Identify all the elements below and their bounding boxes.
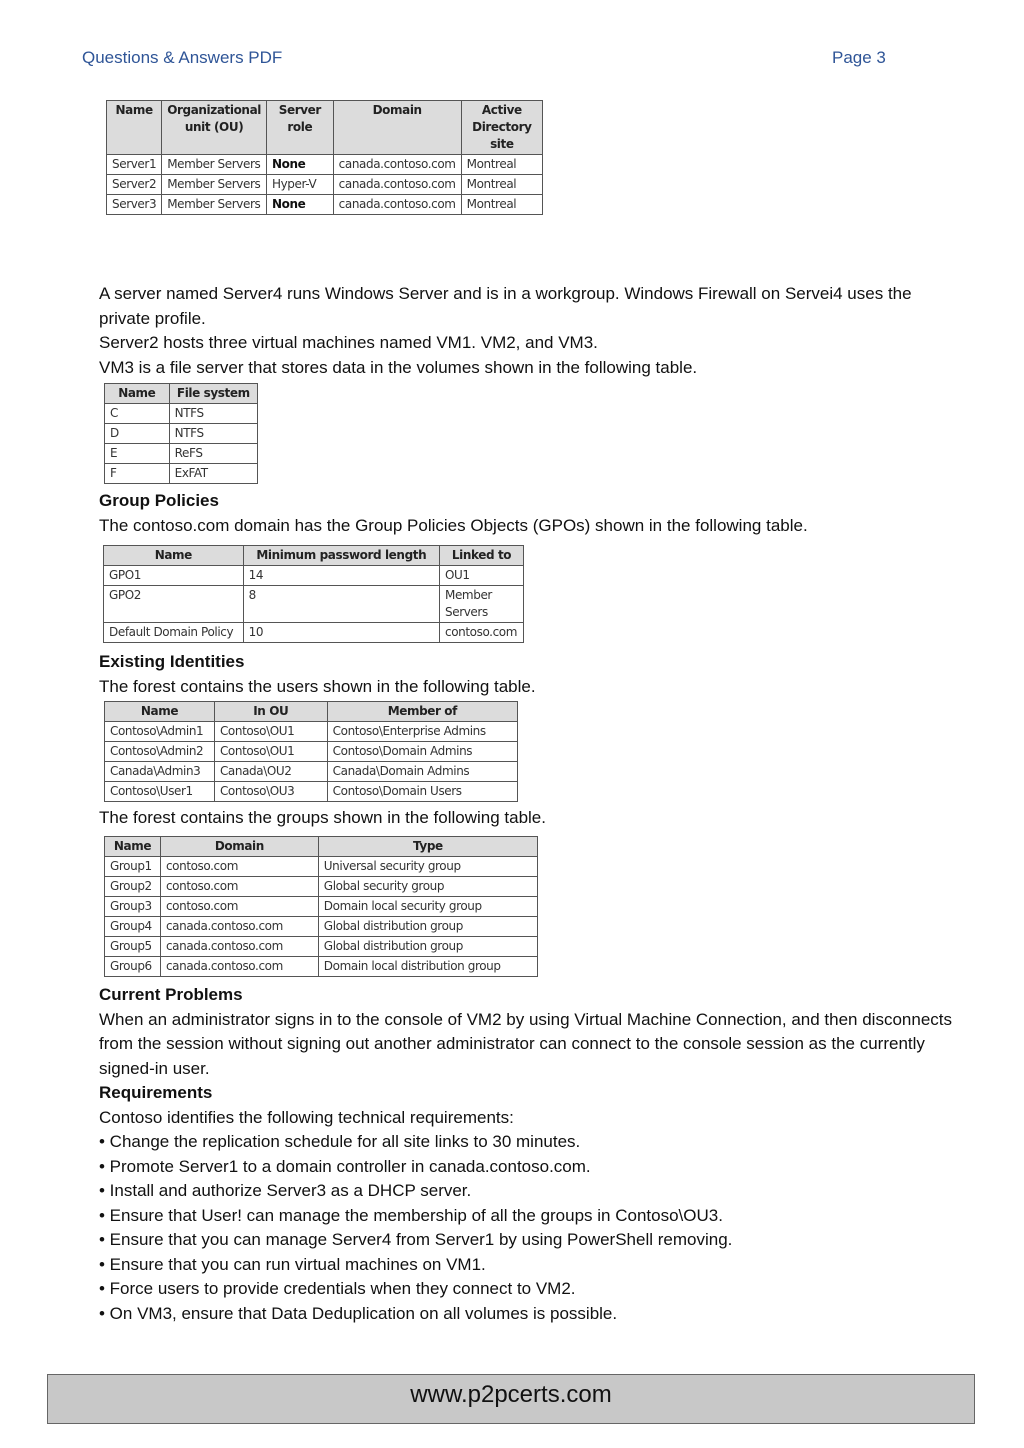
table-cell: D (105, 424, 170, 444)
column-header: Domain (160, 837, 318, 857)
list-item: • Promote Server1 to a domain controller in canada.contoso.com. (99, 1156, 591, 1176)
table-row (105, 957, 538, 977)
table-cell: contoso.com (440, 623, 524, 643)
table-cell: Contoso\OU1 (214, 742, 327, 762)
table-row (105, 404, 258, 424)
table-row (105, 782, 518, 802)
table-row (105, 857, 538, 877)
table-cell: Contoso\OU3 (214, 782, 327, 802)
table-header-row (105, 837, 538, 857)
table-row (105, 722, 518, 742)
table-header-row (105, 702, 518, 722)
table-cell: contoso.com (160, 857, 318, 877)
table-cell: Group4 (105, 917, 161, 937)
table-cell: 10 (243, 623, 439, 643)
groups-table (104, 836, 538, 977)
table-cell: Member Servers (440, 586, 524, 623)
gpo-table (103, 545, 524, 643)
column-header: Linked to (440, 546, 524, 566)
paragraph: The forest contains the users shown in the following table. (99, 676, 536, 696)
table-cell: Member Servers (162, 195, 267, 215)
list-item: • Install and authorize Server3 as a DHCP server. (99, 1181, 472, 1200)
table-cell: Hyper-V (266, 175, 333, 195)
section-heading: Current Problems (99, 985, 243, 1004)
table-cell: Contoso\Domain Users (327, 782, 517, 802)
table-cell: Member Servers (162, 155, 267, 175)
table-row (105, 742, 518, 762)
table-row (107, 195, 543, 215)
table-cell: E (105, 444, 170, 464)
column-header: Domain (333, 101, 461, 155)
table-row (107, 155, 543, 175)
table-cell: None (266, 195, 333, 215)
header-title: Questions & Answers PDF (82, 48, 283, 67)
table-row (104, 566, 524, 586)
column-header: In OU (214, 702, 327, 722)
users-table (104, 701, 518, 802)
table-cell: F (105, 464, 170, 484)
problems-and-requirements (99, 983, 959, 1326)
column-header: Name (107, 101, 162, 155)
paragraph: A server named Server4 runs Windows Server and is in a workgroup. Windows Firewall on Servei4 uses the private profile. (99, 284, 912, 328)
table-cell: C (105, 404, 170, 424)
existing-identities-section (99, 650, 959, 699)
volumes-table (104, 383, 258, 484)
table-cell: NTFS (169, 424, 257, 444)
table-cell: Montreal (461, 195, 542, 215)
table-cell: Canada\OU2 (214, 762, 327, 782)
table-cell: OU1 (440, 566, 524, 586)
server-description (99, 282, 959, 380)
table-cell: Default Domain Policy (104, 623, 244, 643)
group-policies-section (99, 489, 959, 538)
section-heading: Requirements (99, 1083, 213, 1102)
table-cell: 8 (243, 586, 439, 623)
paragraph: VM3 is a file server that stores data in the volumes shown in the following table. (99, 357, 698, 377)
table-cell: Group1 (105, 857, 161, 877)
table-cell: Group3 (105, 897, 161, 917)
table-cell: Group2 (105, 877, 161, 897)
table-cell: canada.contoso.com (160, 917, 318, 937)
table-row (105, 424, 258, 444)
groups-intro (99, 806, 959, 831)
table-cell: Contoso\Domain Admins (327, 742, 517, 762)
table-cell: Contoso\User1 (105, 782, 215, 802)
page-number: Page 3 (832, 48, 886, 67)
column-header: Server role (266, 101, 333, 155)
table-row (105, 897, 538, 917)
table-cell: Server2 (107, 175, 162, 195)
table-cell: canada.contoso.com (333, 155, 461, 175)
column-header: Member of (327, 702, 517, 722)
table-cell: ReFS (169, 444, 257, 464)
table-row (105, 877, 538, 897)
table-cell: Domain local security group (318, 897, 537, 917)
table-cell: Contoso\Enterprise Admins (327, 722, 517, 742)
list-item: • Ensure that you can run virtual machines on VM1. (99, 1254, 486, 1274)
paragraph: Server2 hosts three virtual machines named VM1. VM2, and VM3. (99, 333, 598, 352)
paragraph: Contoso identifies the following technical requirements: (99, 1107, 514, 1127)
table-cell: Universal security group (318, 857, 537, 877)
table-cell: Contoso\Admin1 (105, 722, 215, 742)
column-header: File system (169, 384, 257, 404)
column-header: Active Directory site (461, 101, 542, 155)
paragraph: The forest contains the groups shown in the following table. (99, 808, 546, 827)
column-header: Name (105, 837, 161, 857)
table-row (104, 623, 524, 643)
column-header: Organizational unit (OU) (162, 101, 267, 155)
table-cell: Global distribution group (318, 917, 537, 937)
table-cell: Global security group (318, 877, 537, 897)
table-header-row (105, 384, 258, 404)
table-cell: Server3 (107, 195, 162, 215)
table-cell: contoso.com (160, 897, 318, 917)
servers-table (106, 100, 543, 215)
table-cell: canada.contoso.com (333, 175, 461, 195)
table-cell: Global distribution group (318, 937, 537, 957)
list-item: • Force users to provide credentials when they connect to VM2. (99, 1279, 576, 1298)
table-cell: ExFAT (169, 464, 257, 484)
table-row (105, 444, 258, 464)
table-cell: Group5 (105, 937, 161, 957)
table-cell: NTFS (169, 404, 257, 424)
table-cell: Contoso\OU1 (214, 722, 327, 742)
column-header: Minimum password length (243, 546, 439, 566)
footer-url: www.p2pcerts.com (47, 1374, 975, 1424)
table-row (105, 917, 538, 937)
section-heading: Existing Identities (99, 652, 245, 671)
table-row (105, 762, 518, 782)
table-cell: canada.contoso.com (160, 937, 318, 957)
table-cell: GPO1 (104, 566, 244, 586)
list-item: • Change the replication schedule for all site links to 30 minutes. (99, 1132, 581, 1151)
table-cell: Montreal (461, 155, 542, 175)
table-row (105, 464, 258, 484)
table-cell: contoso.com (160, 877, 318, 897)
column-header: Name (104, 546, 244, 566)
table-cell: None (266, 155, 333, 175)
table-header-row (107, 101, 543, 155)
table-row (107, 175, 543, 195)
table-cell: Montreal (461, 175, 542, 195)
column-header: Name (105, 702, 215, 722)
table-row (105, 937, 538, 957)
list-item: • Ensure that User! can manage the membership of all the groups in Contoso\OU3. (99, 1205, 723, 1225)
table-cell: canada.contoso.com (333, 195, 461, 215)
section-heading: Group Policies (99, 491, 219, 510)
table-cell: Contoso\Admin2 (105, 742, 215, 762)
table-cell: Member Servers (162, 175, 267, 195)
table-cell: Canada\Domain Admins (327, 762, 517, 782)
table-row (104, 586, 524, 623)
table-cell: canada.contoso.com (160, 957, 318, 977)
table-cell: GPO2 (104, 586, 244, 623)
list-item: • Ensure that you can manage Server4 from Server1 by using PowerShell removing. (99, 1230, 733, 1249)
table-header-row (104, 546, 524, 566)
table-cell: Domain local distribution group (318, 957, 537, 977)
column-header: Type (318, 837, 537, 857)
list-item: • On VM3, ensure that Data Deduplication on all volumes is possible. (99, 1303, 618, 1323)
table-cell: Group6 (105, 957, 161, 977)
table-cell: Server1 (107, 155, 162, 175)
paragraph: When an administrator signs in to the console of VM2 by using Virtual Machine Connection, and then disconnects from the session without signing out another administrator can connect to the console session as the currently signed-in user. (99, 1009, 953, 1078)
table-cell: 14 (243, 566, 439, 586)
paragraph: The contoso.com domain has the Group Policies Objects (GPOs) shown in the following table. (99, 515, 808, 535)
table-cell: Canada\Admin3 (105, 762, 215, 782)
column-header: Name (105, 384, 170, 404)
